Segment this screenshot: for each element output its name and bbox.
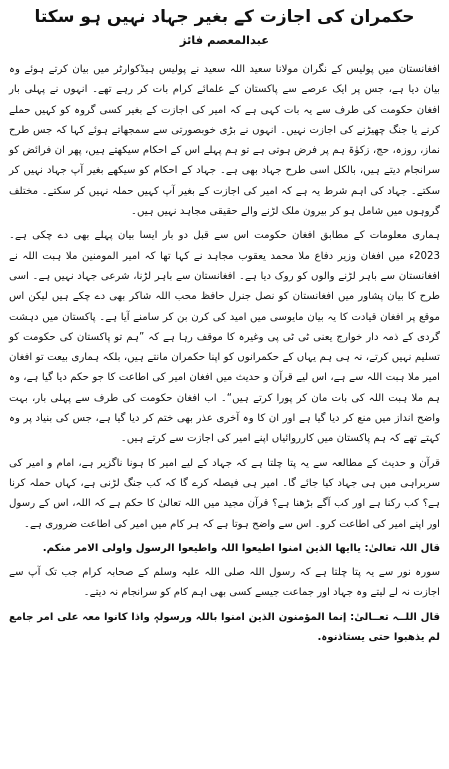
article-author: عبدالمعصم فائز — [179, 33, 270, 47]
article-title: حکمران کی اجازت کے بغیر جہاد نہیں ہو سکتا — [34, 7, 415, 27]
quranic-verse: قال اللہ تعالیٰ: یاایھا الذین امنوا اطیعوا اللہ واطیعوا الرسول واولی الامر منکم. — [42, 542, 440, 554]
paragraph: قرآن و حدیث کے مطالعہ سے یہ پتا چلتا ہے کہ جہاد کے لیے امیر کا ہونا ناگزیر ہے، امام و امیر کی سربراہی میں ہی جہاد کیا جائے گا۔ امیر ہی فیصلہ کرے گا کہ کب جنگ لڑنی ہے، کہاں حملہ کرنا ہے؟ کب رکنا ہے اور کب آگے بڑھنا ہے؟ قرآن مجید میں اللہ تعالیٰ کا حکم ہے کہ اللہ، اس کے رسول اور اپنے امیر کی اطاعت کرو۔ اس سے واضح ہوتا ہے کہ ہر کام میں امیر کی اطاعت ضروری ہے۔ — [9, 457, 440, 530]
paragraph: سورہ نور سے یہ پتا چلتا ہے کہ رسول اللہ صلی اللہ علیہ وسلم کے صحابہ کرام جب تک آپ سے اجازت نہ لے لیتے وہ جہاد اور جماعت جیسے کسی بھی اہم کام کو سرانجام نہ دیتے۔ — [9, 567, 440, 599]
paragraph: افغانستان میں پولیس کے نگران مولانا سعید اللہ سعید نے پولیس ہیڈکوارٹر میں بیان کرتے ہوئے وہ بیان دیا ہے، جس پر ایک عرصے سے پاکستان کے علمائے کرام بات کر رہے تھے۔ انہوں نے پہلی بار افغان حکومت کی طرف سے یہ بات کہی ہے کہ امیر کی اجازت کے بغیر کسی گروہ کو کہیں حملے کرنے یا جنگ چھیڑنے کی اجازت نہیں۔ انہوں نے بڑی خوبصورتی سے سمجھاتے ہوئے کہا کہ جس طرح نماز، روزہ، حج، زکوٰۃ ہم پر فرض ہوتی ہے تو ہم پہلے اس کے احکام سیکھتے ہیں، پھر ان فرائض کو سرانجام دیتے ہیں، بالکل اسی طرح جہاد بھی ہے۔ جہاد کے احکام کو سیکھے بغیر آپ جہاد نہیں کر سکتے۔ جہاد کی اہم شرط یہ ہے کہ امیر کی اجازت کے بغیر آپ کہیں حملہ نہیں کر سکتے۔ مختلف گروہوں میں شامل ہو کر بیرون ملک لڑنے والے حقیقی مجاہد نہیں ہیں۔ — [9, 64, 440, 218]
quranic-verse: قال اللــہ تعــالیٰ: إنما المؤمنون الذین امنوا باللہ ورسولہٖ واذا کانوا معہ علی امر جامع لم یذھبوا حتی یستاذنوہ. — [9, 611, 440, 644]
paragraph: ہماری معلومات کے مطابق افغان حکومت اس سے قبل دو بار ایسا بیان پہلے بھی دے چکی ہے۔ 2023ء میں افغان وزیر دفاع ملا محمد یعقوب مجاہد نے کہا تھا کہ امیر المومنین ملا ہبت اللہ نے افغانستان سے باہر لڑنے والوں کو روک دیا ہے۔ افغانستان سے باہر لڑنا، شرعی جہاد نہیں ہے۔ اسی طرح کا بیان پشاور میں افغانستان کو نصل جنرل حافظ محب اللہ شاکر بھی دے چکے ہیں لیکن اس موقع پر افغان قیادت کا یہ بیان مایوسی میں امید کی کرن بن کر سامنے آیا ہے۔ پاکستان میں دہشت گردی کے ذمہ دار خوارج یعنی ٹی ٹی پی وغیرہ کا موقف رہا ہے کہ ”ہم تو پاکستان کی حکومت کو تسلیم نہیں کرتے، نہ ہی ہم یہاں کے حکمرانوں کو اپنا حکمران مانتے ہیں، بلکہ ہماری بیعت تو افغان امیر ملا ہبت اللہ سے ہے، اس لیے قرآن و حدیث میں افغان امیر کی اطاعت کا جو حکم دیا گیا ہے، وہ ہم ملا ہبت اللہ کی بات مان کر پورا کرتے ہیں“۔ اب افغان حکومت کی طرف سے پہلی بار، بہت واضح انداز میں منع کر دیا گیا ہے اور ان کا وہ آخری عذر بھی ختم کر دیا گیا ہے، جس کی بنیاد پر وہ کہتے تھے کہ ہم پاکستان میں کارروائیاں اپنے امیر کی اجازت سے کرتے ہیں۔ — [9, 230, 440, 445]
article-body — [9, 60, 440, 652]
